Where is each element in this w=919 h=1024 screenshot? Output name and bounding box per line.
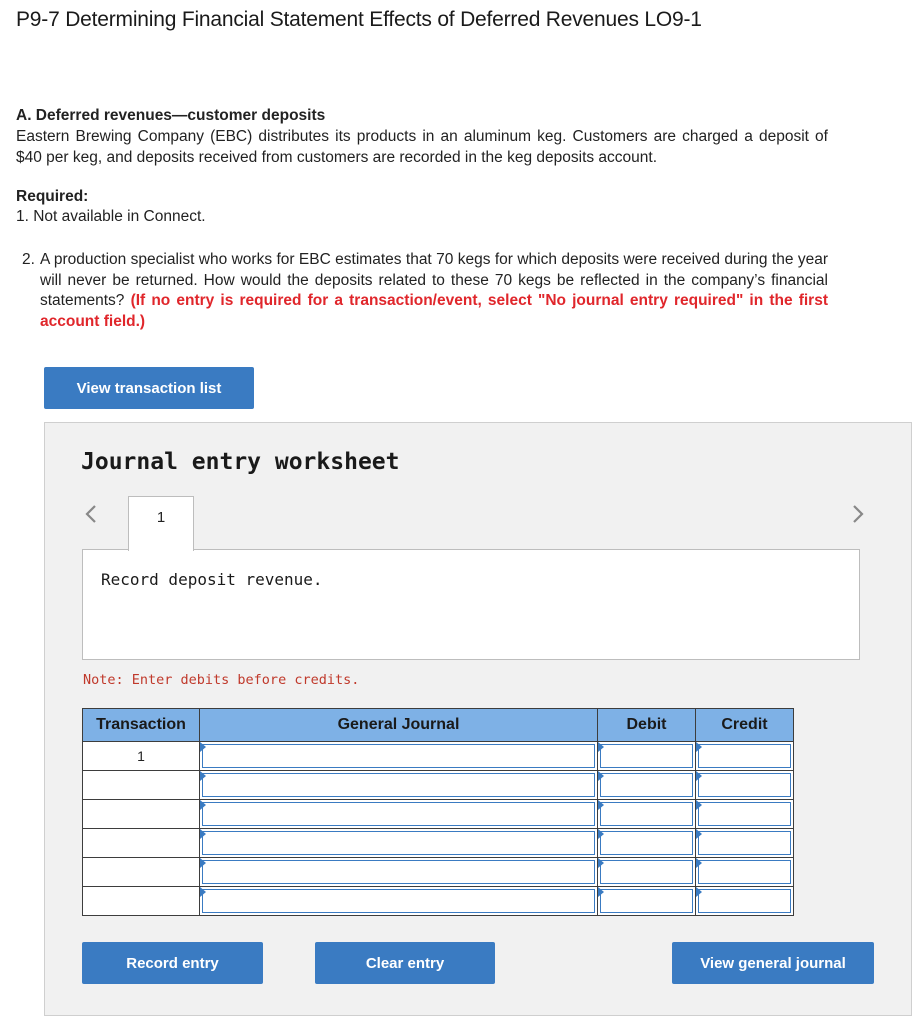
clear-entry-button[interactable]: Clear entry [315, 942, 495, 984]
debit-input[interactable] [598, 858, 696, 887]
requirement-2-number: 2. [22, 251, 35, 268]
account-select[interactable] [200, 887, 598, 916]
debit-field[interactable] [600, 860, 693, 884]
requirement-2 [22, 250, 828, 332]
account-select[interactable] [200, 858, 598, 887]
account-field[interactable] [202, 773, 595, 797]
table-row [83, 887, 794, 916]
transaction-cell [83, 887, 200, 916]
credit-field[interactable] [698, 831, 791, 855]
account-field[interactable] [202, 802, 595, 826]
requirement-2-text-wrap [40, 250, 828, 332]
chevron-left-icon[interactable] [84, 503, 98, 531]
journal-header-row [83, 709, 794, 742]
transaction-description-box [82, 549, 860, 660]
debit-field[interactable] [600, 831, 693, 855]
requirement-2-instruction: (If no entry is required for a transaction/event, select "No journal entry required" in the first account field.) [40, 292, 828, 330]
credit-input[interactable] [696, 800, 794, 829]
debit-input[interactable] [598, 829, 696, 858]
view-general-journal-button[interactable]: View general journal [672, 942, 874, 984]
account-field[interactable] [202, 860, 595, 884]
problem-title: P9-7 Determining Financial Statement Effects of Deferred Revenues LO9-1 [16, 8, 702, 31]
table-row [83, 742, 794, 771]
credit-input[interactable] [696, 771, 794, 800]
transaction-tab-1[interactable]: 1 [128, 496, 194, 551]
header-debit: Debit [598, 709, 696, 742]
record-entry-button[interactable]: Record entry [82, 942, 263, 984]
debit-input[interactable] [598, 742, 696, 771]
debit-input[interactable] [598, 887, 696, 916]
requirement-1: 1. Not available in Connect. [16, 208, 206, 225]
worksheet-title: Journal entry worksheet [81, 449, 400, 475]
transaction-cell: 1 [83, 742, 200, 771]
table-row [83, 800, 794, 829]
credit-input[interactable] [696, 742, 794, 771]
account-field[interactable] [202, 889, 595, 913]
debit-field[interactable] [600, 744, 693, 768]
journal-table [82, 708, 794, 916]
required-heading: Required: [16, 188, 89, 205]
part-a-body: Eastern Brewing Company (EBC) distributes its products in an aluminum keg. Customers are charged a deposit of $40 per keg, and deposits received from customers are recorded in the keg deposits account. [16, 128, 828, 166]
header-transaction: Transaction [83, 709, 200, 742]
credit-field[interactable] [698, 889, 791, 913]
chevron-right-icon[interactable] [851, 503, 865, 531]
debit-field[interactable] [600, 802, 693, 826]
credit-field[interactable] [698, 773, 791, 797]
table-row [83, 829, 794, 858]
credit-input[interactable] [696, 858, 794, 887]
table-row [83, 858, 794, 887]
credit-field[interactable] [698, 860, 791, 884]
transaction-cell [83, 858, 200, 887]
header-credit: Credit [696, 709, 794, 742]
debit-input[interactable] [598, 771, 696, 800]
credit-field[interactable] [698, 744, 791, 768]
account-field[interactable] [202, 744, 595, 768]
transaction-description: Record deposit revenue. [101, 570, 323, 589]
account-select[interactable] [200, 742, 598, 771]
account-field[interactable] [202, 831, 595, 855]
credit-input[interactable] [696, 887, 794, 916]
requirement-2-text: A production specialist who works for EBC estimates that 70 kegs for which deposits were received during the year will never be returned. How would the deposits related to these 70 kegs be reflected in the company’s financial statements? [40, 251, 828, 309]
transaction-cell [83, 771, 200, 800]
debit-input[interactable] [598, 800, 696, 829]
account-select[interactable] [200, 800, 598, 829]
debit-field[interactable] [600, 773, 693, 797]
account-select[interactable] [200, 829, 598, 858]
table-row [83, 771, 794, 800]
entry-note: Note: Enter debits before credits. [83, 672, 360, 688]
view-transaction-list-button[interactable]: View transaction list [44, 367, 254, 409]
credit-field[interactable] [698, 802, 791, 826]
part-a-heading: A. Deferred revenues—customer deposits [16, 107, 326, 124]
account-select[interactable] [200, 771, 598, 800]
credit-input[interactable] [696, 829, 794, 858]
transaction-cell [83, 829, 200, 858]
transaction-cell [83, 800, 200, 829]
debit-field[interactable] [600, 889, 693, 913]
header-general-journal: General Journal [200, 709, 598, 742]
